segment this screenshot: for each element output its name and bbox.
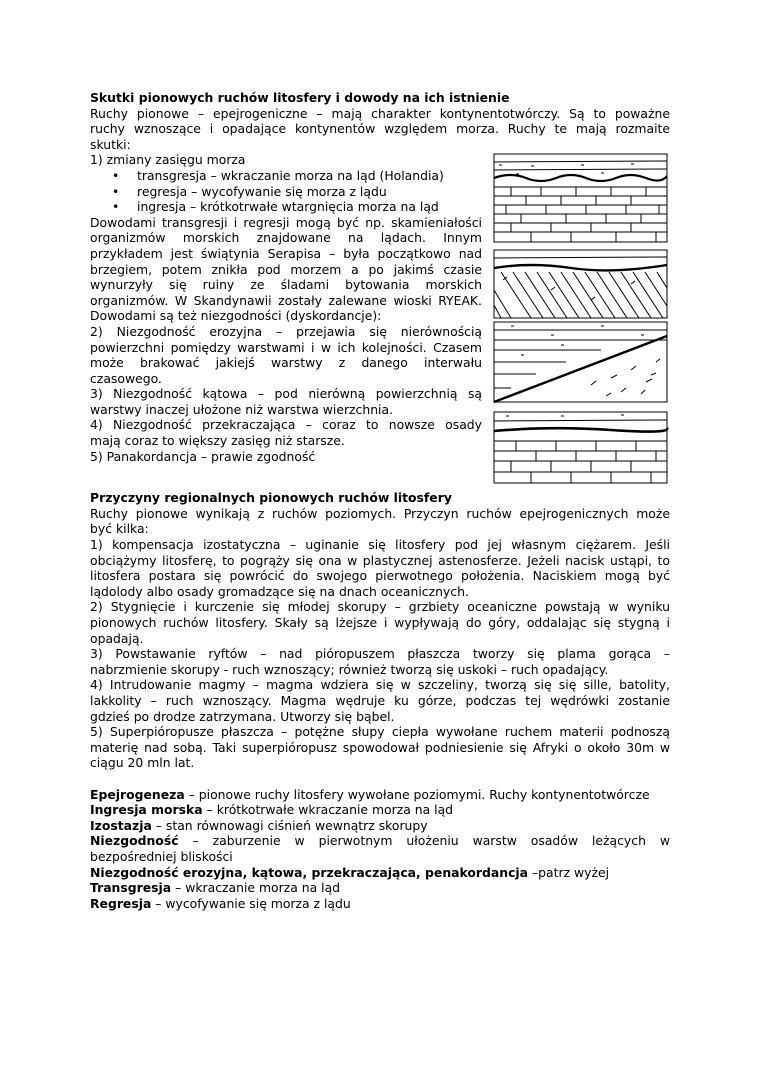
glossary-term: Izostazja bbox=[90, 817, 152, 833]
angular-unconformity-figure bbox=[494, 250, 667, 318]
glossary-entry bbox=[90, 880, 670, 896]
paragraph-line: nabrzmienie skorupy - ruch wznoszący; również tworzą się uskoki – ruch opadający. bbox=[90, 661, 609, 677]
glossary-term: Transgresja bbox=[90, 880, 172, 896]
paragraph-line: 5) Panakordancja – prawie zgodność bbox=[90, 448, 316, 464]
paragraph-line: ruchy wznoszące i opadające kontynentów względem morza. Ruchy te mają rozmaite bbox=[90, 121, 670, 137]
paragraph-line: 4) Niezgodność przekraczająca – coraz to nowsze osady bbox=[90, 417, 482, 433]
paragraph-line: Ruchy pionowe – epejrogeniczne – mają charakter kontynentotwórczy. Są to poważne bbox=[90, 105, 670, 121]
paragraph-line: organizmów. W Skandynawii zostały zalewane wioski RYEAK. bbox=[90, 292, 482, 308]
paragraph-line: brzegiem, potem znikła pod morzem a po jakimś czasie bbox=[90, 261, 482, 277]
overlapping-unconformity-figure bbox=[494, 322, 667, 402]
bullet-item: • regresja – wycofywanie się morza z lądu bbox=[90, 184, 670, 200]
paragraph-line: wynurzyły się ruiny ze śladami bytowania morskich bbox=[90, 277, 482, 293]
glossary-def: – zaburzenie w pierwotnym ułożeniu warstw osadów leżących w bbox=[178, 833, 670, 849]
unconformity-diagrams-illustration bbox=[491, 150, 670, 486]
paragraph-line: 2) Stygnięcie i kurczenie się młodej skorupy – grzbiety oceaniczne powstają w wyniku bbox=[90, 599, 670, 615]
paragraph-line: Ruchy pionowe wynikają z ruchów poziomych. Przyczyn ruchów epejrogenicznych może bbox=[90, 505, 670, 521]
glossary-def: – wycofywanie się morza z lądu bbox=[151, 895, 351, 911]
paragraph-line: może brakować jakiejś warstwy z danego interwału bbox=[90, 355, 482, 371]
glossary-term: Niezgodność erozyjna, kątowa, przekraczająca, penakordancja bbox=[90, 864, 529, 880]
glossary-term: Ingresja morska bbox=[90, 802, 203, 818]
paragraph-line: przykładem jest świątynia Serapisa – była początkowo nad bbox=[90, 245, 482, 261]
paragraph-line: gdzieś po drodze zatrzymana. Utworzy się bąbel. bbox=[90, 708, 395, 724]
section2-title: Przyczyny regionalnych pionowych ruchów litosfery bbox=[90, 490, 452, 506]
paragraph-line: Dowodami są też niezgodności (dyskordancje): bbox=[90, 308, 382, 324]
erosional-unconformity-figure bbox=[494, 154, 667, 242]
section1-title: Skutki pionowych ruchów litosfery i dowody na ich istnienie bbox=[90, 90, 510, 105]
glossary-entry bbox=[90, 865, 670, 881]
glossary-entry bbox=[90, 833, 670, 849]
paragraph-line: 3) Powstawanie ryftów – nad pióropuszem płaszcza tworzy się plama gorąca – bbox=[90, 646, 670, 662]
glossary-entry bbox=[90, 896, 670, 912]
glossary-term: Niezgodność bbox=[90, 833, 179, 849]
glossary-def: –patrz wyżej bbox=[528, 864, 610, 880]
glossary-def: – stan równowagi ciśnień wewnątrz skorupy bbox=[151, 817, 428, 833]
paragraph-line: opadają. bbox=[90, 630, 144, 646]
paragraph-line: warstwy inaczej ułożone niż warstwa wierzchnia. bbox=[90, 401, 394, 417]
paragraph-line: mają coraz to większy zasięg niż starsze. bbox=[90, 433, 345, 449]
paragraph-line: ciągu 20 mln lat. bbox=[90, 755, 195, 771]
glossary-term: Regresja bbox=[90, 895, 152, 911]
paraconformity-figure bbox=[494, 412, 667, 483]
paragraph-line: lakkolity – ruch wznoszący. Magma wędruje ku górze, podczas tej wędrówki zostanie bbox=[90, 692, 670, 708]
paragraph-line: lądolody albo osady gromadzące się na dnach oceanicznych. bbox=[90, 583, 469, 599]
paragraph-line: 5) Superpióropusze płaszcza – potężne słupy ciepła wywołane ruchem materii podnoszą bbox=[90, 724, 670, 740]
glossary-def: – krótkotrwałe wkraczanie morza na ląd bbox=[202, 802, 454, 818]
bullet-item: • ingresja – krótkotrwałe wtargnięcia morza na ląd bbox=[90, 199, 670, 215]
paragraph-line: być kilka: bbox=[90, 521, 149, 537]
paragraph-line: Dowodami transgresji i regresji mogą być np. skamieniałości bbox=[90, 214, 482, 230]
glossary-term: Epejrogeneza bbox=[90, 786, 185, 802]
paragraph-line: skutki: bbox=[90, 136, 131, 152]
glossary-entry bbox=[90, 802, 670, 818]
paragraph-line: 4) Intrudowanie magmy – magma wdziera się w szczeliny, tworzą się się sille, batolity, bbox=[90, 677, 670, 693]
glossary-entry bbox=[90, 787, 670, 803]
glossary-entry bbox=[90, 818, 670, 834]
paragraph-line: obciążymy litosferę, to pogrąży się ona w plastycznej astenosferze. Jeżeli nacisk ustąpi, to bbox=[90, 552, 670, 568]
paragraph-line: 1) kompensacja izostatyczna – uginanie się litosfery pod jej własnym ciężarem. Jeśli bbox=[90, 537, 670, 553]
paragraph-line: czasowego. bbox=[90, 370, 162, 386]
paragraph-line: 2) Niezgodność erozyjna – przejawia się nierównością bbox=[90, 323, 482, 339]
glossary-def: – wkraczanie morza na ląd bbox=[171, 880, 341, 896]
paragraph-line: litosfera postara się powrócić do swojego pierwotnego położenia. Naciskiem mogą być bbox=[90, 568, 670, 584]
glossary-def: – pionowe ruchy litosfery wywołane poziomymi. Ruchy kontynentotwórcze bbox=[184, 786, 650, 802]
glossary-entry-cont: bezpośredniej bliskości bbox=[90, 848, 233, 864]
bullet-item: • transgresja – wkraczanie morza na ląd (Holandia) bbox=[90, 168, 670, 184]
paragraph-line: powierzchni pomiędzy warstwami i w ich kolejności. Czasem bbox=[90, 339, 482, 355]
point-1: 1) zmiany zasięgu morza bbox=[90, 152, 246, 168]
paragraph-line: pionowych ruchów litosfery. Skały są lżejsze i wypływają do góry, oddalając się stygną i bbox=[90, 615, 670, 630]
paragraph-line: 3) Niezgodność kątowa – pod nierówną powierzchnią są bbox=[90, 386, 482, 402]
paragraph-line: organizmów morskich znajdowane na lądach. Innym bbox=[90, 230, 482, 246]
paragraph-line: materię nad sobą. Taki superpióropusz spowodował podniesienie się Afryki o około 30m w bbox=[90, 739, 670, 755]
